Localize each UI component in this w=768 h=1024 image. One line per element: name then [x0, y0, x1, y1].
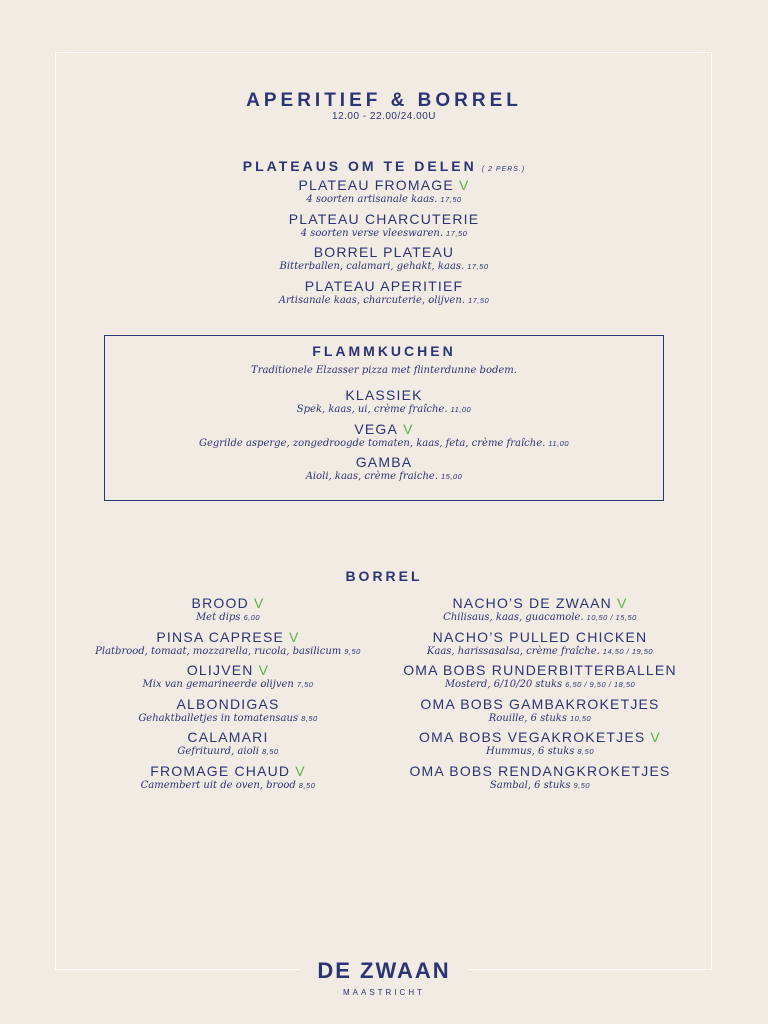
item-description: Camembert uit de oven, brood	[140, 779, 296, 791]
page-title: APERITIEF & BORREL	[246, 90, 522, 111]
vegetarian-badge: V	[253, 595, 265, 611]
item-description: Gefrituurd, aioli	[177, 746, 259, 757]
menu-item	[380, 729, 700, 763]
vegetarian-badge: V	[295, 762, 306, 779]
item-price: 17,50	[467, 295, 490, 305]
item-description: Mix van gemarineerde olijven	[142, 679, 294, 690]
plateaus-section-header	[0, 156, 768, 175]
item-name: PLATEAU APERITIEF	[304, 277, 464, 294]
menu-item	[68, 729, 388, 763]
flammkuchen-subtitle: Traditionele Elzasser pizza met flinterdunne bodem.	[251, 365, 517, 376]
item-description: Gehaktballetjes in tomatensaus	[138, 712, 299, 724]
vegetarian-badge: V	[258, 662, 270, 678]
item-description: Sambal, 6 stuks	[489, 779, 571, 791]
item-name: VEGA	[354, 420, 399, 437]
logo: DE ZWAAN	[317, 958, 451, 983]
item-price: 7,50	[296, 680, 314, 689]
item-price: 8,50	[262, 747, 279, 756]
vegetarian-badge: V	[650, 729, 661, 745]
item-price: 8,50	[298, 780, 316, 790]
item-name: GAMBA	[355, 454, 413, 470]
item-price: 17,50	[467, 262, 489, 271]
borrel-left-column	[68, 595, 388, 796]
item-description: Bitterballen, calamari, gehakt, kaas.	[279, 261, 465, 272]
item-description: Rouille, 6 stuks	[488, 712, 567, 724]
item-name: NACHO’S DE ZWAAN	[452, 595, 612, 611]
menu-item	[0, 244, 768, 278]
item-description: Aioli, kaas, crème fraiche.	[305, 471, 439, 482]
menu-item	[380, 763, 700, 797]
menu-item	[380, 662, 700, 696]
item-description: Platbrood, tomaat, mozzarella, rucola, basilicum	[95, 645, 342, 657]
item-price: 15,00	[441, 472, 463, 481]
menu-item	[0, 211, 768, 245]
menu-item	[0, 177, 768, 211]
plateaus-title: PLATEAUS OM TE DELEN	[242, 158, 477, 174]
item-price: 8,50	[577, 747, 594, 756]
menu-item	[0, 454, 768, 488]
item-price: 17,50	[446, 228, 468, 238]
item-name: KLASSIEK	[345, 387, 423, 403]
item-price: 9,50	[573, 780, 591, 790]
item-price: 11,00	[548, 438, 570, 448]
item-description: 4 soorten verse vleeswaren.	[300, 227, 443, 239]
vegetarian-badge: V	[289, 628, 300, 645]
item-description: Met dips	[195, 612, 241, 623]
item-price: 11,00	[450, 405, 472, 414]
item-description: Hummus, 6 stuks	[486, 746, 575, 757]
item-name: ALBONDIGAS	[176, 695, 280, 712]
item-name: OMA BOBS VEGAKROKETJES	[419, 729, 646, 745]
menu-item	[380, 629, 700, 663]
menu-item	[0, 421, 768, 455]
item-price: 10,50 / 15,50	[586, 613, 637, 622]
item-name: CALAMARI	[187, 729, 269, 745]
vegetarian-badge: V	[458, 177, 470, 193]
plateaus-list	[0, 177, 768, 311]
borrel-right-column	[380, 595, 700, 796]
logo-city: MAASTRICHT	[343, 988, 425, 997]
opening-hours: 12.00 - 22.00/24.00U	[332, 111, 436, 122]
item-description: Mosterd, 6/10/20 stuks	[444, 679, 563, 690]
menu-item	[0, 278, 768, 312]
item-price: 8,50	[301, 713, 318, 723]
item-description: 4 soorten artisanale kaas.	[306, 194, 438, 205]
menu-item	[68, 595, 388, 629]
item-price: 17,50	[440, 195, 462, 204]
item-price: 14,50 / 19,50	[602, 646, 654, 656]
flammkuchen-list	[0, 387, 768, 488]
item-price: 10,50	[569, 713, 592, 723]
item-name: PINSA CAPRESE	[156, 628, 285, 645]
menu-item	[68, 763, 388, 797]
plateaus-note: ( 2 PERS.)	[481, 166, 526, 173]
item-description: Kaas, harissasalsa, crème fraîche.	[426, 645, 600, 657]
menu-item	[68, 696, 388, 730]
item-description: Spek, kaas, ui, crème fraîche.	[296, 404, 448, 415]
item-description: Gegrilde asperge, zongedroogde tomaten, kaas, feta, crème fraîche.	[198, 437, 546, 449]
item-name: PLATEAU CHARCUTERIE	[288, 210, 480, 227]
menu-item	[0, 387, 768, 421]
item-name: BROOD	[191, 595, 249, 611]
menu-item	[68, 629, 388, 663]
item-name: OMA BOBS RUNDERBITTERBALLEN	[403, 662, 677, 678]
item-name: PLATEAU FROMAGE	[298, 177, 454, 193]
borrel-title: BORREL	[345, 568, 423, 584]
item-name: NACHO’S PULLED CHICKEN	[432, 628, 648, 645]
vegetarian-badge: V	[616, 595, 628, 611]
item-name: OMA BOBS GAMBAKROKETJES	[420, 695, 660, 712]
menu-item	[380, 696, 700, 730]
menu-item	[68, 662, 388, 696]
item-price: 6,50 / 9,50 / 18,50	[565, 680, 636, 689]
item-name: FROMAGE CHAUD	[150, 762, 291, 779]
item-description: Artisanale kaas, charcuterie, olijven.	[278, 294, 465, 306]
item-price: 9,50	[344, 646, 361, 656]
item-name: OLIJVEN	[186, 662, 254, 678]
flammkuchen-title: FLAMMKUCHEN	[312, 343, 456, 359]
menu-item	[380, 595, 700, 629]
item-price: 6,00	[243, 613, 261, 622]
item-description: Chilisaus, kaas, guacamole.	[443, 612, 584, 623]
vegetarian-badge: V	[403, 420, 414, 437]
item-name: OMA BOBS RENDANGKROKETJES	[409, 762, 671, 779]
item-name: BORREL PLATEAU	[313, 244, 455, 260]
